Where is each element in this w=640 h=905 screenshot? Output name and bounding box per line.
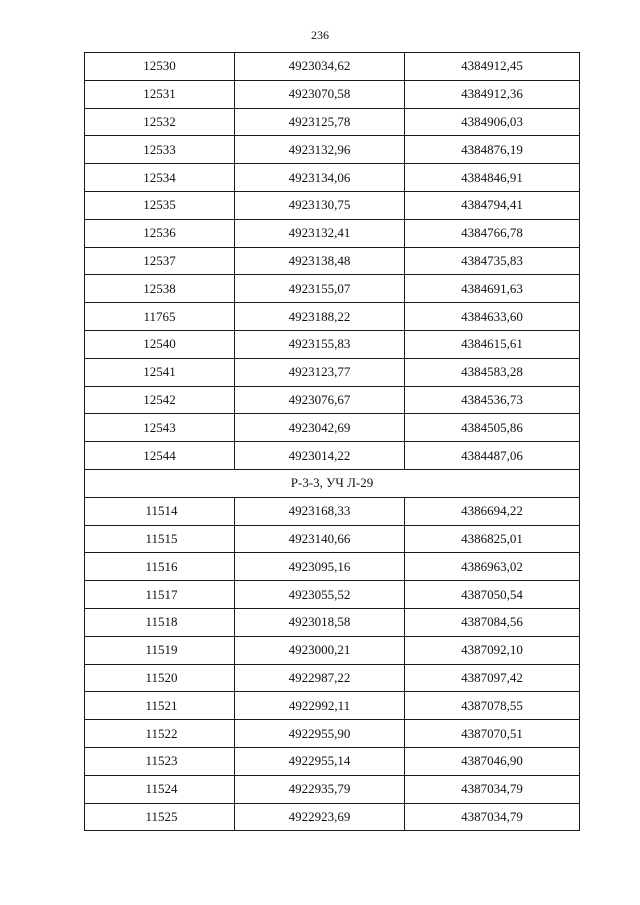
point-number-cell: 11517 (85, 581, 235, 609)
page-number: 236 (311, 28, 329, 42)
point-number-cell: 12531 (85, 80, 235, 108)
point-number-cell: 11518 (85, 608, 235, 636)
point-number-cell: 11525 (85, 803, 235, 831)
y-coordinate-cell: 4384846,91 (405, 164, 580, 192)
x-coordinate-cell: 4922992,11 (235, 692, 405, 720)
y-coordinate-cell: 4384766,78 (405, 219, 580, 247)
table-row (85, 191, 580, 219)
point-number-cell: 12537 (85, 247, 235, 275)
y-coordinate-cell: 4387050,54 (405, 581, 580, 609)
table-row (85, 442, 580, 470)
table-row (85, 720, 580, 748)
table-row (85, 608, 580, 636)
y-coordinate-cell: 4387092,10 (405, 636, 580, 664)
point-number-cell: 12534 (85, 164, 235, 192)
y-coordinate-cell: 4384794,41 (405, 191, 580, 219)
table-row (85, 80, 580, 108)
point-number-cell: 12541 (85, 358, 235, 386)
point-number-cell: 11522 (85, 720, 235, 748)
y-coordinate-cell: 4384735,83 (405, 247, 580, 275)
y-coordinate-cell: 4384487,06 (405, 442, 580, 470)
x-coordinate-cell: 4923070,58 (235, 80, 405, 108)
table-row (85, 53, 580, 81)
table-row (85, 747, 580, 775)
x-coordinate-cell: 4923155,07 (235, 275, 405, 303)
y-coordinate-cell: 4384505,86 (405, 414, 580, 442)
y-coordinate-cell: 4386825,01 (405, 525, 580, 553)
section-header-row-group (85, 469, 580, 497)
y-coordinate-cell: 4387078,55 (405, 692, 580, 720)
point-number-cell: 11519 (85, 636, 235, 664)
y-coordinate-cell: 4384691,63 (405, 275, 580, 303)
x-coordinate-cell: 4923138,48 (235, 247, 405, 275)
point-number-cell: 11523 (85, 747, 235, 775)
point-number-cell: 11765 (85, 303, 235, 331)
x-coordinate-cell: 4923130,75 (235, 191, 405, 219)
y-coordinate-cell: 4386963,02 (405, 553, 580, 581)
table-row (85, 303, 580, 331)
x-coordinate-cell: 4923018,58 (235, 608, 405, 636)
x-coordinate-cell: 4923134,06 (235, 164, 405, 192)
table-row (85, 636, 580, 664)
y-coordinate-cell: 4384876,19 (405, 136, 580, 164)
table-row (85, 803, 580, 831)
x-coordinate-cell: 4923132,96 (235, 136, 405, 164)
table-row (85, 247, 580, 275)
table-row (85, 692, 580, 720)
point-number-cell: 12538 (85, 275, 235, 303)
point-number-cell: 12544 (85, 442, 235, 470)
x-coordinate-cell: 4922987,22 (235, 664, 405, 692)
y-coordinate-cell: 4387097,42 (405, 664, 580, 692)
y-coordinate-cell: 4387034,79 (405, 803, 580, 831)
point-number-cell: 11515 (85, 525, 235, 553)
table-row (85, 553, 580, 581)
table-row (85, 358, 580, 386)
x-coordinate-cell: 4923076,67 (235, 386, 405, 414)
point-number-cell: 11516 (85, 553, 235, 581)
y-coordinate-cell: 4387070,51 (405, 720, 580, 748)
table-row (85, 664, 580, 692)
table-row (85, 414, 580, 442)
coordinates-table (84, 52, 580, 831)
x-coordinate-cell: 4923188,22 (235, 303, 405, 331)
table-row (85, 497, 580, 525)
point-number-cell: 12536 (85, 219, 235, 247)
y-coordinate-cell: 4386694,22 (405, 497, 580, 525)
x-coordinate-cell: 4922955,90 (235, 720, 405, 748)
x-coordinate-cell: 4923132,41 (235, 219, 405, 247)
y-coordinate-cell: 4384583,28 (405, 358, 580, 386)
coordinates-block-1 (85, 53, 580, 470)
x-coordinate-cell: 4922955,14 (235, 747, 405, 775)
point-number-cell: 12532 (85, 108, 235, 136)
x-coordinate-cell: 4923042,69 (235, 414, 405, 442)
table-row (85, 775, 580, 803)
x-coordinate-cell: 4923055,52 (235, 581, 405, 609)
table-row (85, 525, 580, 553)
x-coordinate-cell: 4923095,16 (235, 553, 405, 581)
section-title: Р-3-3, УЧ Л-29 (85, 469, 580, 497)
point-number-cell: 11521 (85, 692, 235, 720)
x-coordinate-cell: 4923123,77 (235, 358, 405, 386)
coordinates-block-2 (85, 497, 580, 831)
x-coordinate-cell: 4923014,22 (235, 442, 405, 470)
x-coordinate-cell: 4923155,83 (235, 330, 405, 358)
y-coordinate-cell: 4384912,45 (405, 53, 580, 81)
table-row (85, 581, 580, 609)
table-row (85, 136, 580, 164)
y-coordinate-cell: 4384536,73 (405, 386, 580, 414)
table-row (85, 330, 580, 358)
x-coordinate-cell: 4922935,79 (235, 775, 405, 803)
x-coordinate-cell: 4922923,69 (235, 803, 405, 831)
section-header-row (85, 469, 580, 497)
point-number-cell: 11514 (85, 497, 235, 525)
table-row (85, 164, 580, 192)
y-coordinate-cell: 4384633,60 (405, 303, 580, 331)
point-number-cell: 12530 (85, 53, 235, 81)
point-number-cell: 12542 (85, 386, 235, 414)
y-coordinate-cell: 4387084,56 (405, 608, 580, 636)
y-coordinate-cell: 4384912,36 (405, 80, 580, 108)
x-coordinate-cell: 4923034,62 (235, 53, 405, 81)
x-coordinate-cell: 4923000,21 (235, 636, 405, 664)
point-number-cell: 12533 (85, 136, 235, 164)
point-number-cell: 12540 (85, 330, 235, 358)
table-row (85, 108, 580, 136)
x-coordinate-cell: 4923140,66 (235, 525, 405, 553)
point-number-cell: 11520 (85, 664, 235, 692)
table-row (85, 275, 580, 303)
point-number-cell: 12535 (85, 191, 235, 219)
point-number-cell: 12543 (85, 414, 235, 442)
x-coordinate-cell: 4923125,78 (235, 108, 405, 136)
y-coordinate-cell: 4387046,90 (405, 747, 580, 775)
y-coordinate-cell: 4384615,61 (405, 330, 580, 358)
point-number-cell: 11524 (85, 775, 235, 803)
y-coordinate-cell: 4387034,79 (405, 775, 580, 803)
x-coordinate-cell: 4923168,33 (235, 497, 405, 525)
table-row (85, 219, 580, 247)
table-row (85, 386, 580, 414)
y-coordinate-cell: 4384906,03 (405, 108, 580, 136)
